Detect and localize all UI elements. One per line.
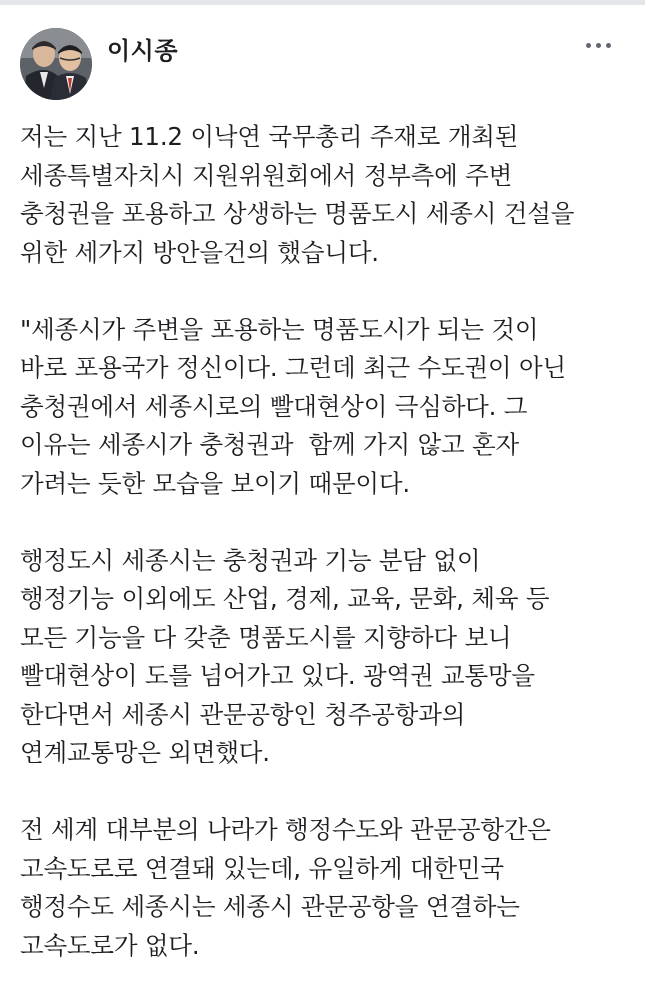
more-horizontal-icon xyxy=(586,43,591,48)
text-line: 연계교통망은 외면했다. xyxy=(20,738,270,767)
text-line: 빨대현상이 도를 넘어가고 있다. 광역권 교통망을 xyxy=(20,661,535,690)
text-line: 바로 포용국가 정신이다. 그런데 최근 수도권이 아닌 xyxy=(20,353,566,382)
text-line: 충청권을 포용하고 상생하는 명품도시 세종시 건설을 xyxy=(20,199,575,228)
text-line: 행정도시 세종시는 충청권과 기능 분담 없이 xyxy=(20,545,481,575)
paragraph-1 xyxy=(20,118,635,272)
text-line: 세종특별자치시 지원위원회에서 정부측에 주변 xyxy=(20,160,513,190)
post-header xyxy=(0,5,645,100)
text-line: 행정기능 이외에도 산업, 경제, 교육, 문화, 체육 등 xyxy=(20,584,550,613)
avatar[interactable] xyxy=(20,28,92,100)
text-line: 전 세계 대부분의 나라가 행정수도와 관문공항간은 xyxy=(20,815,551,844)
text-line: 저는 지난 11.2 이낙연 국무총리 주재로 개최된 xyxy=(20,122,519,151)
text-line: 고속도로로 연결돼 있는데, 유일하게 대한민국 xyxy=(20,853,504,883)
paragraph-2 xyxy=(20,311,635,504)
text-line: 행정수도 세종시는 세종시 관문공항을 연결하는 xyxy=(20,892,520,921)
text-line: 모든 기능을 다 갖춘 명품도시를 지향하다 보니 xyxy=(20,622,512,652)
text-line: "세종시가 주변을 포용하는 명품도시가 되는 것이 xyxy=(20,314,539,344)
text-line: 한다면서 세종시 관문공항인 청주공항과의 xyxy=(20,699,466,729)
author-name[interactable]: 이시종 xyxy=(107,37,179,65)
text-line: 이유는 세종시가 충청권과 함께 가지 않고 혼자 xyxy=(20,430,519,459)
text-line: 충청권에서 세종시로의 빨대현상이 극심하다. 그 xyxy=(20,391,528,421)
more-horizontal-icon-dot xyxy=(606,43,611,48)
post-text xyxy=(20,118,635,1004)
text-line: 위한 세가지 방안을건의 했습니다. xyxy=(20,237,379,267)
text-line: 고속도로가 없다. xyxy=(20,930,200,960)
paragraph-4 xyxy=(20,811,635,965)
more-options-button[interactable] xyxy=(578,33,618,57)
avatar-photo xyxy=(20,28,92,100)
more-horizontal-icon-dot xyxy=(596,43,601,48)
text-line: 가려는 듯한 모습을 보이기 때문이다. xyxy=(20,468,410,498)
paragraph-3 xyxy=(20,542,635,773)
